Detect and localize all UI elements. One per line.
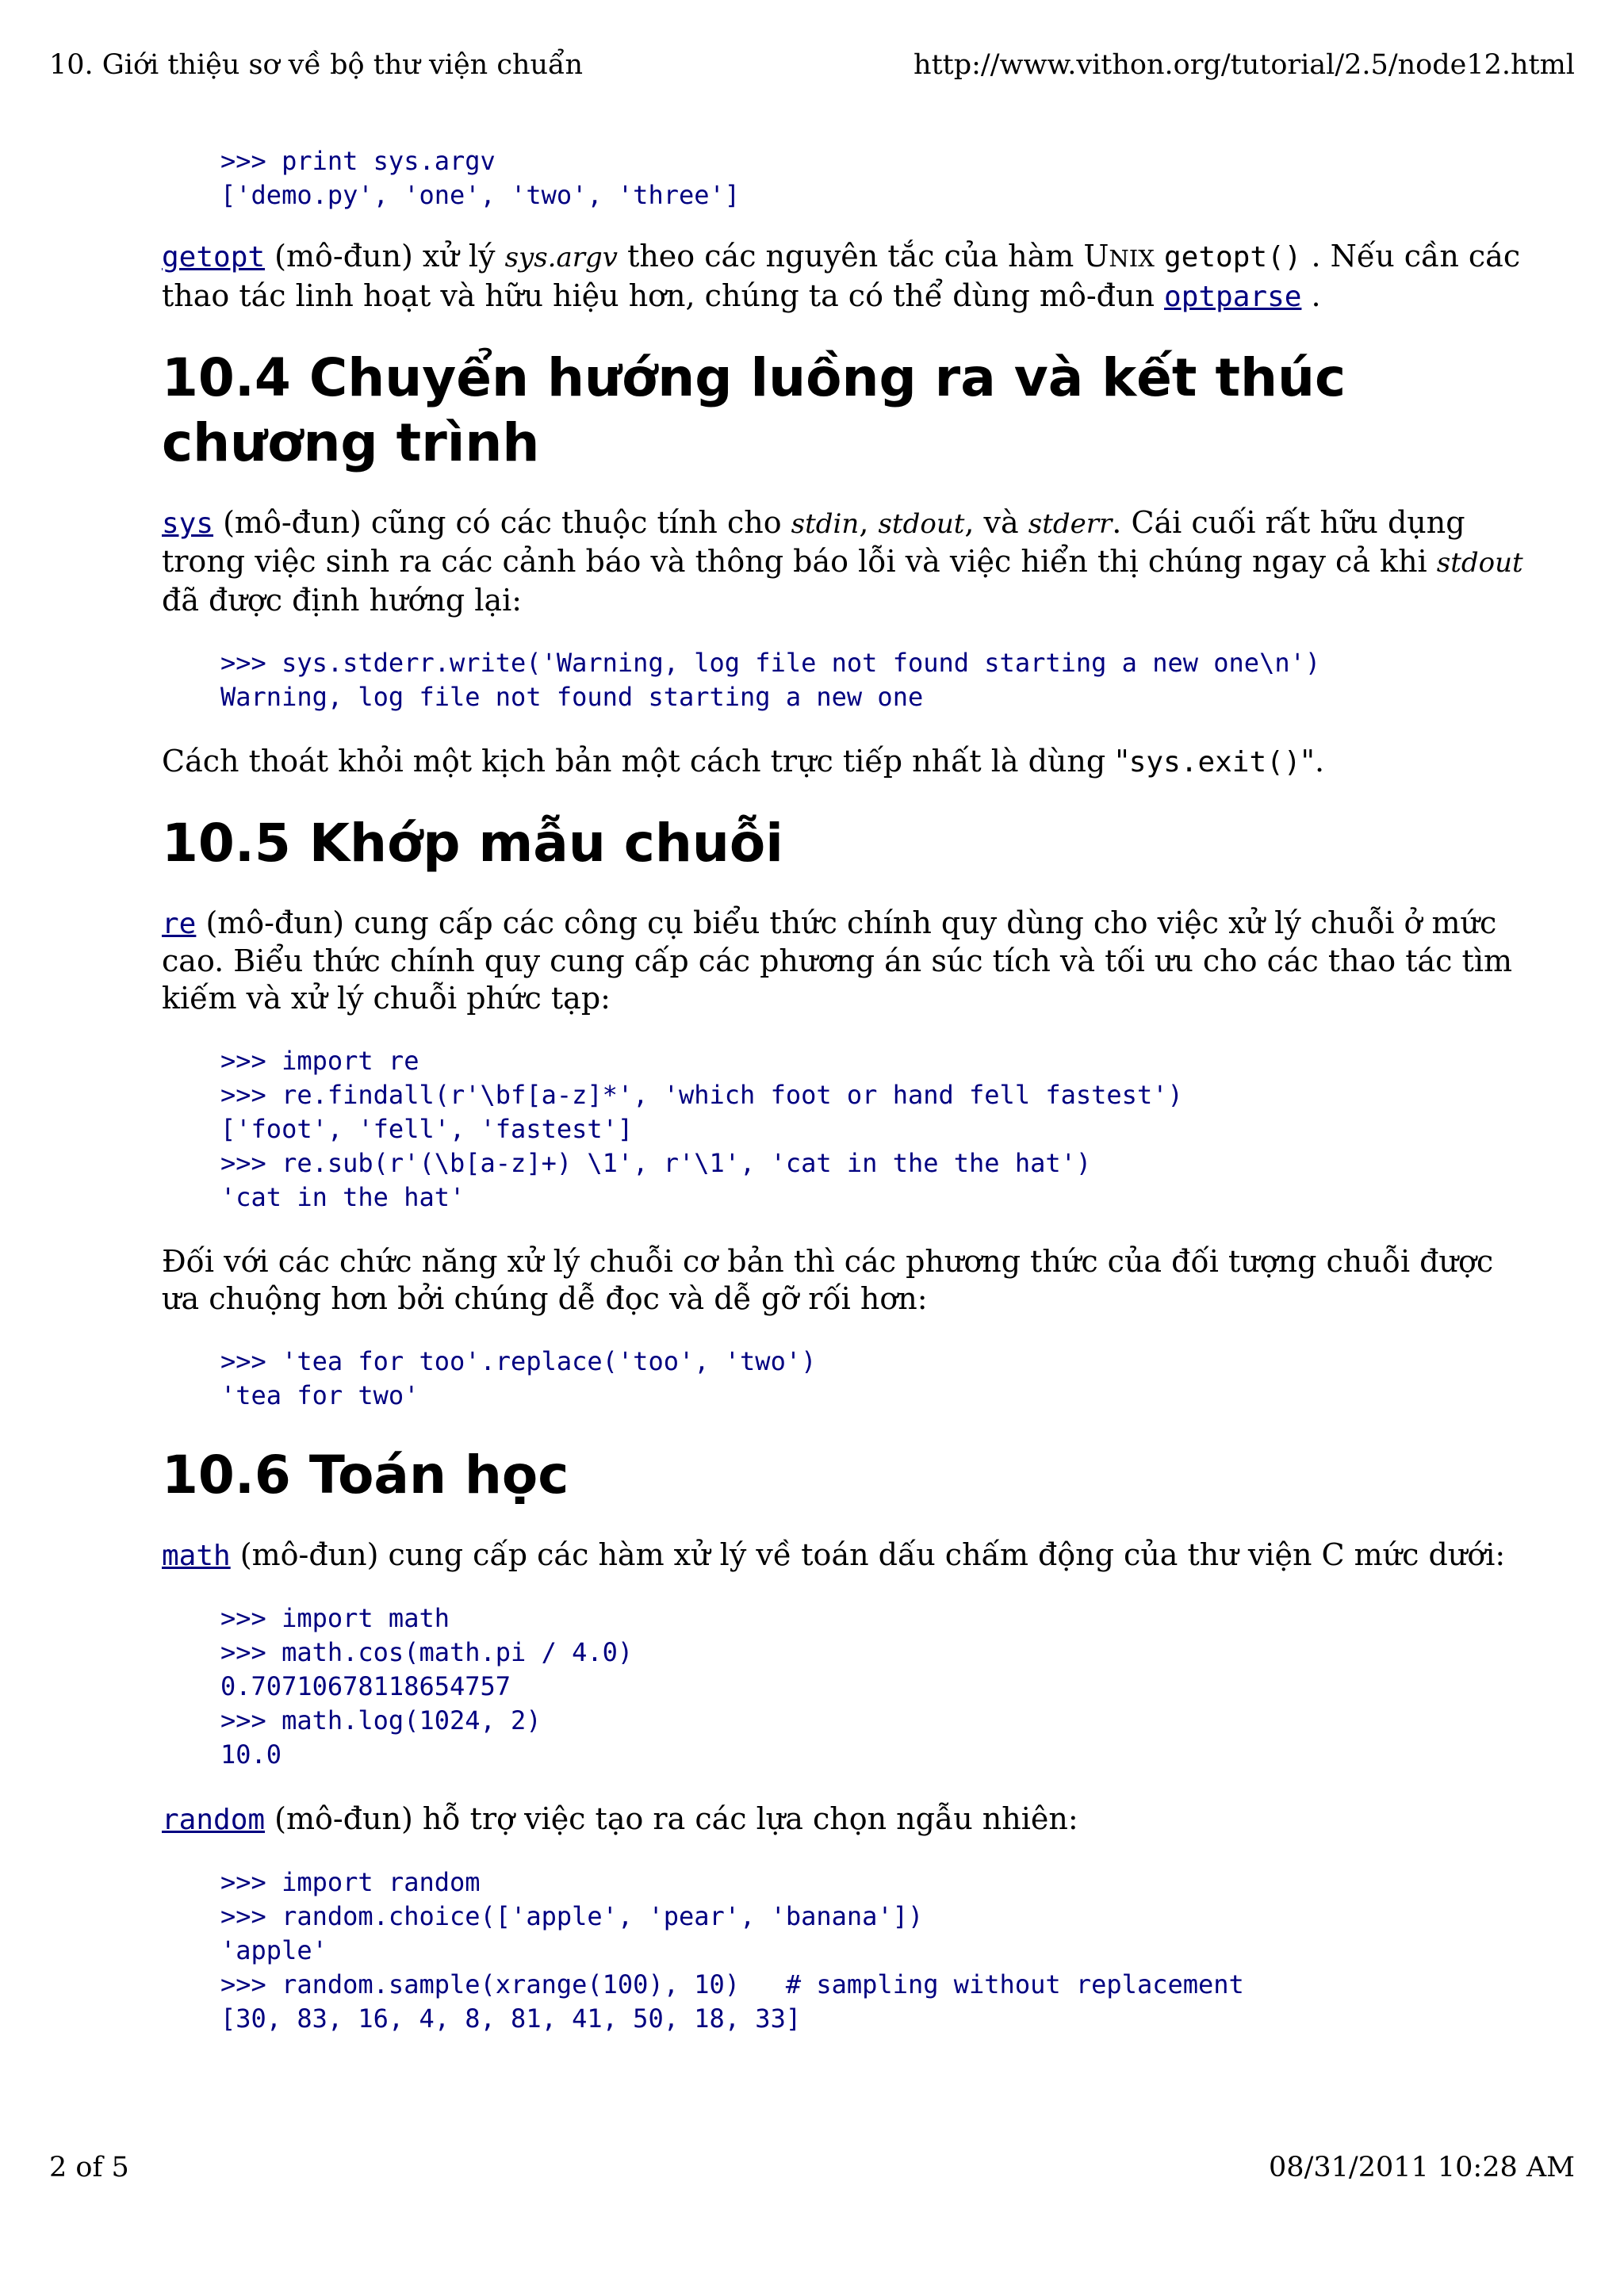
print-datetime: 08/31/2011 10:28 AM [1269, 2152, 1575, 2183]
link-getopt[interactable]: getopt [162, 241, 266, 274]
link-random[interactable]: random [162, 1804, 266, 1836]
page-number: 2 of 5 [49, 2152, 129, 2183]
link-math[interactable]: math [162, 1540, 231, 1572]
paragraph-getopt: getopt (mô-đun) xử lý sys.argv theo các nguyên tắc của hàm UNIX getopt() . Nếu cần các thao tác linh hoạt và hữu hiệu hơn, chúng ta có thể dùng mô-đun optparse . [162, 239, 1521, 313]
link-re[interactable]: re [162, 908, 197, 940]
paragraph-sys: sys (mô-đun) cũng có các thuộc tính cho stdin, stdout, và stderr. Cái cuối rất hữu dụng trong việc sinh ra các cảnh báo và thông báo lỗi và việc hiển thị chúng ngay cả khi stdout đã được định hướng lại: [162, 505, 1523, 618]
section-heading-10-5: 10.5 Khớp mẫu chuỗi [162, 813, 783, 874]
paragraph-re: re (mô-đun) cung cấp các công cụ biểu thức chính quy dùng cho việc xử lý chuỗi ở mức cao. Biểu thức chính quy cung cấp các phương án súc tích và tối ưu cho các thao tác tìm kiếm và xử lý chuỗi phức tạp: [162, 905, 1513, 1016]
code-block-replace: >>> 'tea for too'.replace('too', 'two') 'tea for two' [220, 1346, 817, 1410]
code-block-math: >>> import math >>> math.cos(math.pi / 4.0) 0.70710678118654757 >>> math.log(1024, 2) 10.0 [220, 1603, 634, 1770]
document-body [162, 144, 1526, 2036]
paragraph-random: random (mô-đun) hỗ trợ việc tạo ra các lựa chọn ngẫu nhiên: [162, 1801, 1078, 1836]
link-optparse[interactable]: optparse [1164, 281, 1302, 313]
paragraph-string-methods: Đối với các chức năng xử lý chuỗi cơ bản thì các phương thức của đối tượng chuỗi được ưa chuộng hơn bởi chúng dễ đọc và dễ gỡ rối hơn: [162, 1244, 1494, 1316]
section-heading-10-4: 10.4 Chuyển hướng luồng ra và kết thúc chương trình [162, 347, 1346, 473]
code-block-stderr: >>> sys.stderr.write('Warning, log file not found starting a new one\n') Warning, log file not found starting a new one [220, 648, 1321, 712]
paragraph-math: math (mô-đun) cung cấp các hàm xử lý về toán dấu chấm động của thư viện C mức dưới: [162, 1537, 1506, 1572]
page-header-url: http://www.vithon.org/tutorial/2.5/node12.html [914, 49, 1575, 81]
page-header-title: 10. Giới thiệu sơ về bộ thư viện chuẩn [49, 49, 583, 81]
paragraph-exit: Cách thoát khỏi một kịch bản một cách trực tiếp nhất là dùng "sys.exit()". [162, 744, 1325, 779]
code-block-random: >>> import random >>> random.choice(['apple', 'pear', 'banana']) 'apple' >>> random.sample(xrange(100), 10) # sampling without replacement [30, 83, 16, 4, 8, 81, 41, 50, 18, 33] [220, 1867, 1244, 2034]
link-sys[interactable]: sys [162, 507, 214, 540]
section-heading-10-6: 10.6 Toán học [162, 1445, 569, 1506]
code-block-sys-argv: >>> print sys.argv ['demo.py', 'one', 'two', 'three'] [220, 146, 741, 210]
code-block-re: >>> import re >>> re.findall(r'\bf[a-z]*', 'which foot or hand fell fastest') ['foot', 'fell', 'fastest'] >>> re.sub(r'(\b[a-z]+) \1', r'\1', 'cat in the the hat') 'cat in the hat' [220, 1046, 1183, 1212]
